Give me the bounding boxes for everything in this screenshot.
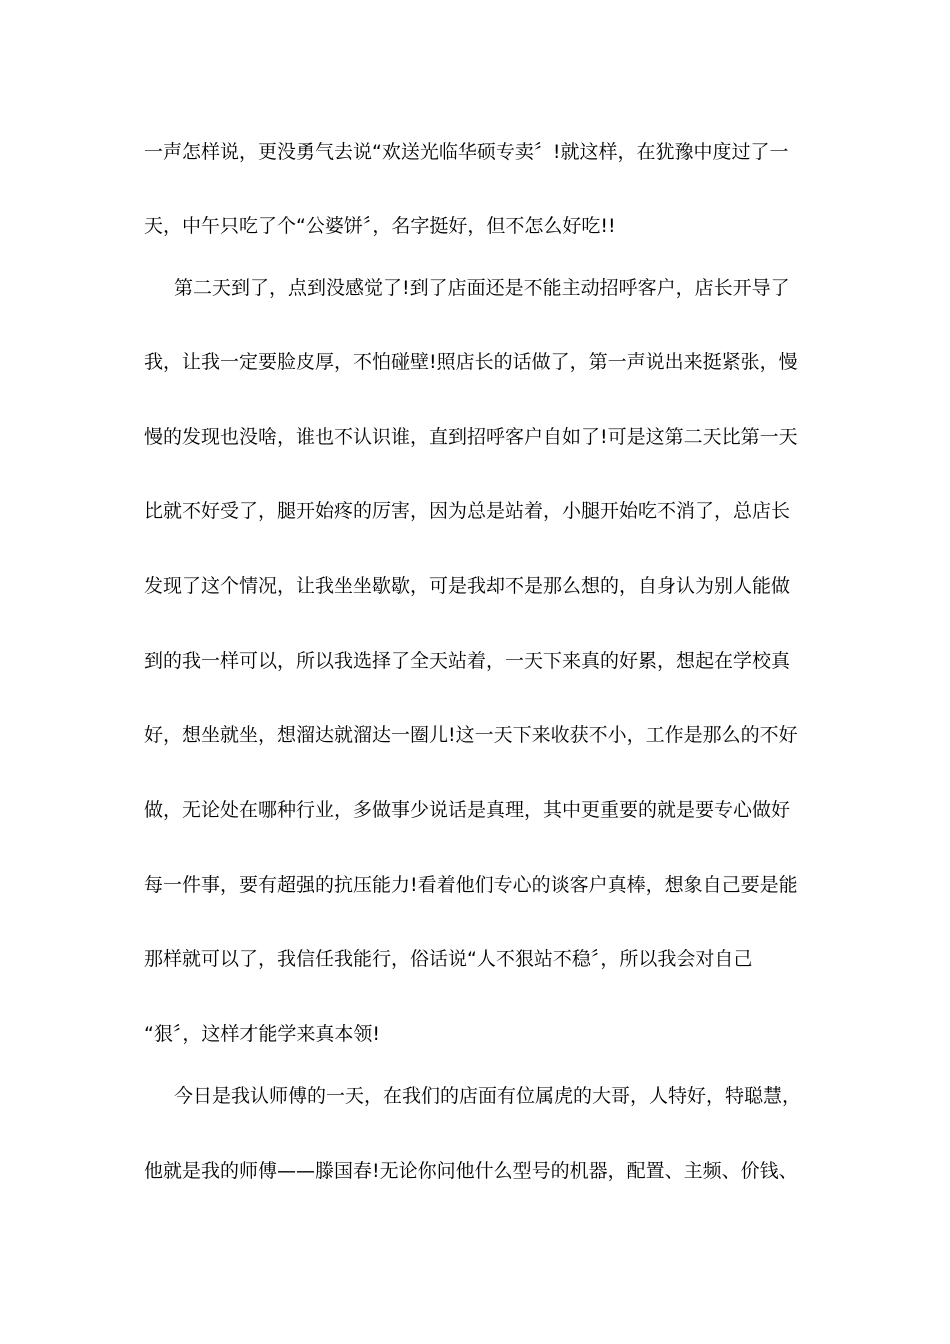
text-line: 发现了这个情况，让我坐坐歇歇，可是我却不是那么想的，自身认为别人能做 (144, 575, 791, 597)
text-line: 做，无论处在哪种行业，多做事少说话是真理，其中更重要的就是要专心做好 (144, 799, 791, 821)
text-line: 我，让我一定要脸皮厚，不怕碰壁!照店长的话做了，第一声说出来挺紧张，慢 (144, 351, 798, 373)
text-line: 他就是我的师傅——滕国春!无论你问他什么型号的机器，配置、主频、价钱、 (144, 1160, 798, 1182)
text-line: 好，想坐就坐，想溜达就溜达一圈儿!这一天下来收获不小，工作是那么的不好 (144, 724, 798, 746)
text-line: 到的我一样可以，所以我选择了全天站着，一天下来真的好累，想起在学校真 (144, 650, 791, 672)
text-line: 那样就可以了，我信任我能行，俗话说“人不狠站不稳〞，所以我会对自己 (144, 948, 753, 970)
text-line: 每一件事，要有超强的抗压能力!看着他们专心的谈客户真棒，想象自己要是能 (144, 874, 798, 896)
paragraph-first-line: 第二天到了，点到没感觉了!到了店面还是不能主动招呼客户，店长开导了 (174, 277, 790, 299)
text-line: “狠〞，这样才能学来真本领! (144, 1023, 380, 1045)
text-line: 天，中午只吃了个“公婆饼〞，名字挺好，但不怎么好吃!! (144, 215, 616, 237)
text-line: 比就不好受了，腿开始疼的厉害，因为总是站着，小腿开始吃不消了，总店长 (144, 500, 791, 522)
text-line: 慢的发现也没啥，谁也不认识谁，直到招呼客户自如了!可是这第二天比第一天 (144, 426, 798, 448)
paragraph-first-line: 今日是我认师傅的一天，在我们的店面有位属虎的大哥，人特好，特聪慧， (174, 1085, 802, 1107)
text-line: 一声怎样说，更没勇气去说“欢送光临华硕专卖〞!就这样，在犹豫中度过了一 (144, 141, 789, 163)
